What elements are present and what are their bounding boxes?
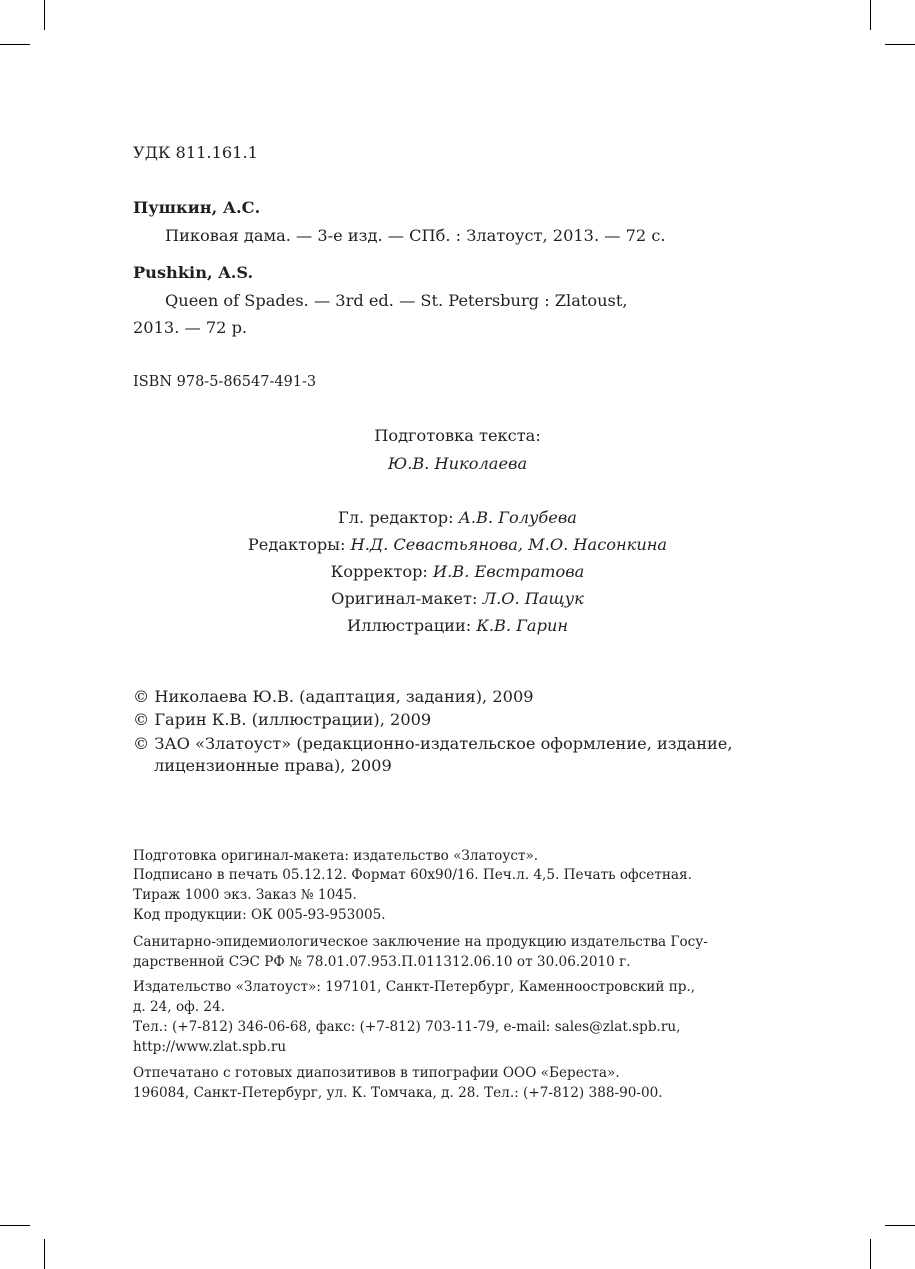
- copyright-line: © Николаева Ю.В. (адаптация, задания), 2009: [133, 687, 534, 706]
- imprint-line: Подготовка оригинал-макета: издательство «Златоуст».: [133, 848, 539, 864]
- udk: УДК 811.161.1: [133, 143, 258, 162]
- crop-mark: [0, 44, 30, 45]
- prep-label: Подготовка текста:: [374, 426, 541, 445]
- credit-role: Иллюстрации:: [346, 616, 477, 635]
- en-title-cont: 2013. — 72 p.: [133, 318, 248, 337]
- credit-line: [0, 589, 915, 609]
- crop-mark: [885, 1225, 915, 1226]
- ru-title: Пиковая дама. — 3-е изд. — СПб. : Златоуст, 2013. — 72 с.: [165, 226, 666, 245]
- credit-role: Гл. редактор:: [338, 508, 459, 527]
- copyright-line: © ЗАО «Златоуст» (редакционно-издательское оформление, издание,: [133, 734, 733, 753]
- imprint-line: д. 24, оф. 24.: [133, 999, 226, 1015]
- crop-mark: [870, 0, 871, 30]
- credit-line: [0, 535, 915, 555]
- crop-mark: [885, 44, 915, 45]
- credit-name: К.В. Гарин: [476, 616, 569, 635]
- imprint-line: http://www.zlat.spb.ru: [133, 1039, 287, 1055]
- imprint-line: Подписано в печать 05.12.12. Формат 60x90/16. Печ.л. 4,5. Печать офсетная.: [133, 867, 692, 883]
- imprint-line: 196084, Санкт-Петербург, ул. К. Томчака, д. 28. Тел.: (+7-812) 388-90-00.: [133, 1085, 663, 1101]
- credit-role: Оригинал-макет:: [331, 589, 483, 608]
- prep-name: [0, 454, 915, 474]
- credit-role: Корректор:: [330, 562, 434, 581]
- credit-line: [0, 616, 915, 636]
- copyright-line: © Гарин К.В. (иллюстрации), 2009: [133, 710, 432, 729]
- imprint-line: Издательство «Златоуст»: 197101, Санкт-Петербург, Каменноостровский пр.,: [133, 979, 696, 995]
- credit-role: Редакторы:: [247, 535, 351, 554]
- imprint-line: Санитарно-эпидемиологическое заключение на продукцию издательства Госу-: [133, 934, 708, 950]
- credit-name: И.В. Евстратова: [433, 562, 585, 581]
- imprint-line: Тел.: (+7-812) 346-06-68, факс: (+7-812) 703-11-79, e-mail: sales@zlat.spb.ru,: [133, 1019, 681, 1035]
- credit-line: [0, 508, 915, 528]
- isbn: ISBN 978-5-86547-491-3: [133, 374, 317, 390]
- ru-author: Пушкин, А.С.: [133, 198, 261, 217]
- en-title: Queen of Spades. — 3rd ed. — St. Petersburg : Zlatoust,: [165, 291, 628, 310]
- imprint-line: дарственной СЭС РФ № 78.01.07.953.П.011312.06.10 от 30.06.2010 г.: [133, 954, 631, 970]
- crop-mark: [0, 1225, 30, 1226]
- credit-line: [0, 562, 915, 582]
- credit-name: Н.Д. Севастьянова, М.О. Насонкина: [350, 535, 668, 554]
- imprint-line: Код продукции: ОК 005-93-953005.: [133, 907, 386, 923]
- imprint-line: Тираж 1000 экз. Заказ № 1045.: [133, 887, 357, 903]
- crop-mark: [44, 1239, 45, 1269]
- credit-name: А.В. Голубева: [458, 508, 577, 527]
- copyright-line: лицензионные права), 2009: [154, 756, 392, 775]
- en-author: Pushkin, A.S.: [133, 263, 254, 282]
- prep-name-text: Ю.В. Николаева: [387, 454, 528, 473]
- crop-mark: [870, 1239, 871, 1269]
- crop-mark: [44, 0, 45, 30]
- credit-name: Л.О. Пащук: [482, 589, 584, 608]
- imprint-line: Отпечатано с готовых диапозитивов в типографии ООО «Береста».: [133, 1065, 620, 1081]
